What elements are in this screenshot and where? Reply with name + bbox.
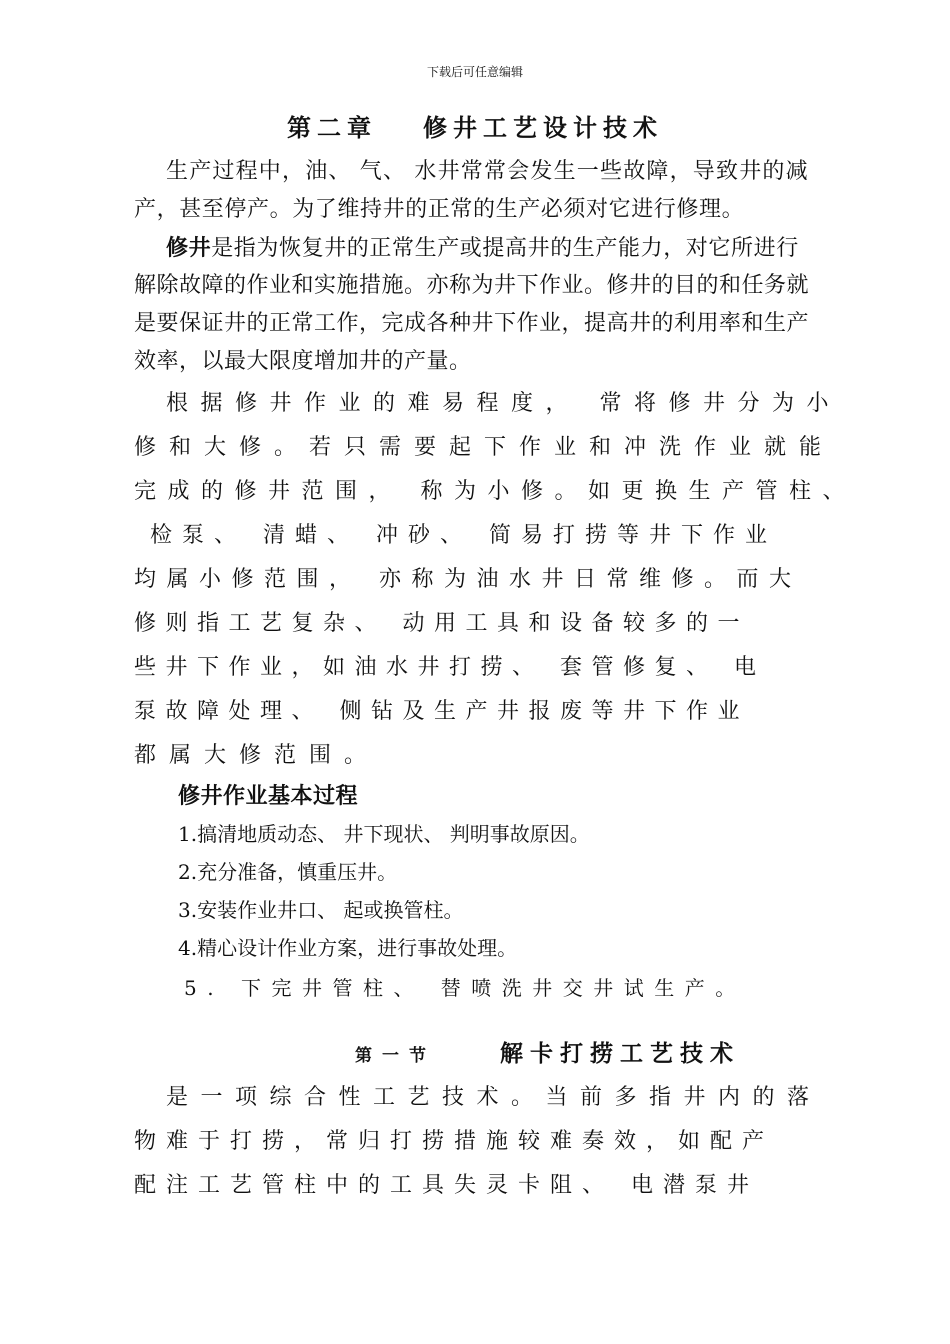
definition-line-1 <box>166 234 799 263</box>
process-step-5: 5. 下完井管柱、 替喷洗井交井试生产。 <box>184 976 746 1000</box>
classification-line-3: 完成的修井范围， 称为小修。如更换生产管柱、 <box>134 479 856 504</box>
classification-line-9: 都属大修范围。 <box>134 743 380 768</box>
classification-line-2: 修和大修。若只需要起下作业和冲洗作业就能 <box>134 435 835 460</box>
classification-line-1: 根据修井作业的难易程度， 常将修井分为小 <box>166 391 841 416</box>
section-body-line-3: 配注工艺管柱中的工具失灵卡阻、 电潜泵井 <box>134 1173 759 1198</box>
classification-line-6: 修则指工艺复杂、 动用工具和设备较多的一 <box>134 611 749 636</box>
intro-line-1: 生产过程中，油、 气、 水井常常会发生一些故障，导致井的减 <box>166 159 809 184</box>
chapter-title <box>0 114 950 142</box>
classification-line-8: 泵故障处理、 侧钻及生产井报废等井下作业 <box>134 699 749 724</box>
chapter-name: 修井工艺设计技术 <box>423 113 663 142</box>
definition-term: 修井 <box>166 235 212 261</box>
download-note: 下载后可任意编辑 <box>426 65 523 79</box>
definition-text-1: 是指为恢复井的正常生产或提高井的生产能力，对它所进行 <box>211 236 799 261</box>
section-body-line-2: 物难于打捞，常归打捞措施较难奏效，如配产 <box>134 1129 775 1154</box>
definition-line-3: 是要保证井的正常工作，完成各种井下作业，提高井的利用率和生产 <box>134 311 810 336</box>
classification-line-5: 均属小修范围， 亦称为油水井日常维修。而大 <box>134 567 802 592</box>
process-step-1: 1.搞清地质动态、 井下现状、 判明事故原因。 <box>178 822 590 846</box>
section-name: 解卡打捞工艺技术 <box>500 1040 740 1067</box>
process-step-4: 4.精心设计作业方案，进行事故处理。 <box>178 936 518 960</box>
section-number: 第一节 <box>355 1046 436 1066</box>
chapter-number: 第二章 <box>287 113 377 142</box>
process-step-2: 2.充分准备，慎重压井。 <box>178 860 398 884</box>
definition-line-4: 效率，以最大限度增加井的产量。 <box>134 349 472 374</box>
section-body-line-1: 是一项综合性工艺技术。当前多指井内的落 <box>166 1085 822 1110</box>
definition-line-2: 解除故障的作业和实施措施。亦称为井下作业。修井的目的和任务就 <box>134 273 810 298</box>
intro-line-2: 产，甚至停产。为了维持井的正常的生产必须对它进行修理。 <box>134 197 745 222</box>
process-heading: 修井作业基本过程 <box>178 783 359 809</box>
section-title <box>355 1040 740 1070</box>
process-step-3: 3.安装作业井口、 起或换管柱。 <box>178 898 464 922</box>
classification-line-7: 些井下作业，如油水井打捞、 套管修复、 电 <box>134 655 766 680</box>
classification-line-4: 检泵、 清蜡、 冲砂、 简易打捞等井下作业 <box>150 523 777 548</box>
